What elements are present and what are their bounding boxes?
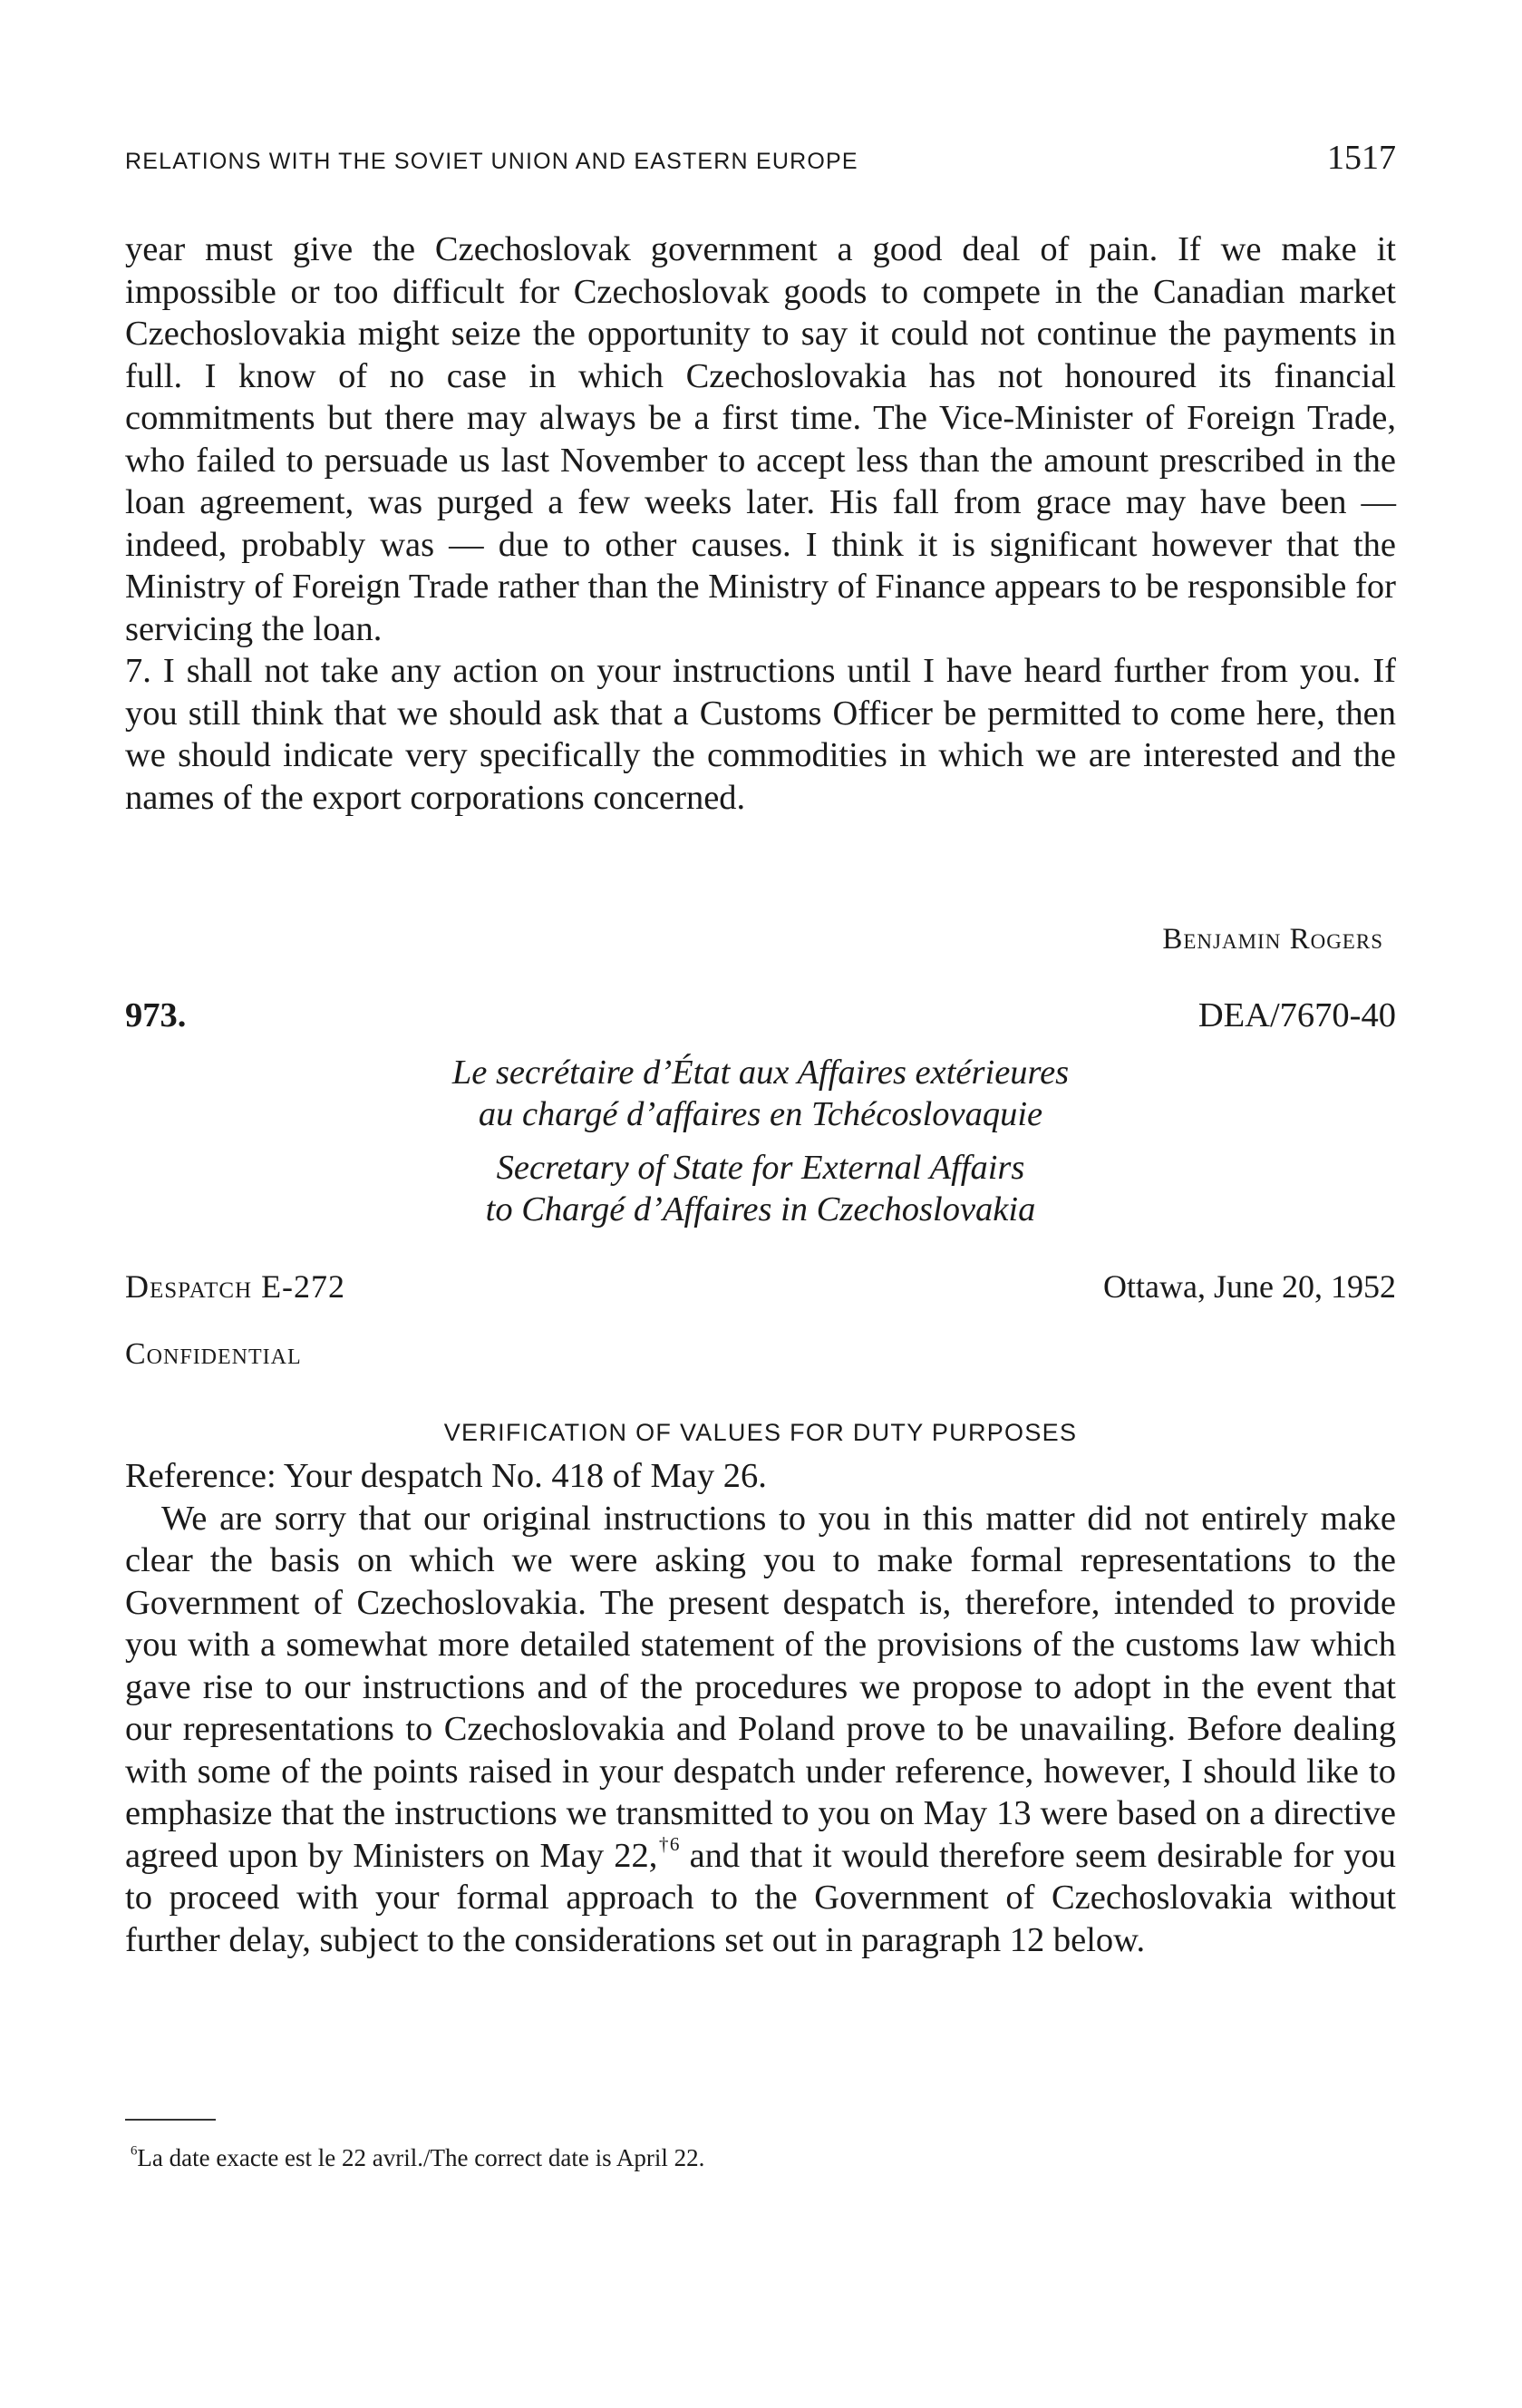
continuation-text (125, 228, 1396, 819)
heading-fr-line1: Le secrétaire d’État aux Affaires extérieures (451, 1054, 1070, 1092)
file-reference: DEA/7670-40 (1197, 996, 1396, 1034)
classification: Confidential (125, 1337, 302, 1371)
heading-english (125, 1147, 1396, 1230)
heading-fr-line2: au chargé d’affaires en Tchécoslovaquie (478, 1095, 1043, 1133)
despatch-number: Despatch E-272 (125, 1268, 346, 1305)
body-text-before-note: We are sorry that our original instructions to you in this matter did not entirely make clear the basis on which we were asking you to make formal representations to the Government of Czechoslovakia. The present despatch is, therefore, intended to provide you with a somewhat more detailed statement of the provisions of the customs law which gave rise to our instructions and of the procedures we propose to adopt in the event that our representations to Czechoslovakia and Poland prove to be unavailing. Before dealing with some of the points raised in your despatch under reference, however, I should like to emphasize that the instructions we transmitted to you on May 13 were based on a directive agreed upon by Ministers on May 22, (125, 1499, 1396, 1875)
footnote-text: La date exacte est le 22 avril./The correct date is April 22. (137, 2144, 705, 2171)
despatch-row (125, 1267, 1396, 1306)
despatch-body (125, 1455, 1396, 1961)
heading-french (125, 1052, 1396, 1135)
paragraph-7-text: 7. I shall not take any action on your instructions until I have heard further from you. If you still think that we should ask that a Customs Officer be permitted to come here, then we should indicate very specifically the commodities in which we are interested and the names of the export corporations concerned. (125, 652, 1396, 817)
footnote (131, 2144, 704, 2172)
heading-en-line1: Secretary of State for External Affairs (496, 1149, 1025, 1187)
document-number: 973. (125, 996, 187, 1034)
footnote-marker: 6 (131, 2143, 138, 2159)
running-header (125, 138, 1396, 178)
running-title: RELATIONS WITH THE SOVIET UNION AND EASTERN EUROPE (125, 149, 858, 174)
paragraph-7 (125, 650, 1396, 819)
place-date: Ottawa, June 20, 1952 (1103, 1268, 1396, 1305)
signature: Benjamin Rogers (1162, 923, 1383, 956)
subject-heading: VERIFICATION OF VALUES FOR DUTY PURPOSES (443, 1419, 1078, 1446)
page-number: 1517 (1327, 139, 1396, 177)
document-number-row (125, 995, 1396, 1035)
note-marker: †6 (657, 1832, 680, 1855)
heading-en-line2: to Chargé d’Affaires in Czechoslovakia (485, 1190, 1036, 1228)
reference-line: Reference: Your despatch No. 418 of May 26. (125, 1457, 767, 1495)
paragraph-continued: year must give the Czechoslovak government a good deal of pain. If we make it impossible or too difficult for Czechoslovak goods to compete in the Canadian market Czechoslovakia might seize the opportunity to say it could not continue the payments in full. I know of no case in which Czechoslovakia has not honoured its financial commitments but there may always be a first time. The Vice-Minister of Foreign Trade, who failed to persuade us last November to accept less than the amount prescribed in the loan agreement, was purged a few weeks later. His fall from grace may have been — indeed, probably was — due to other causes. I think it is significant however that the Ministry of Foreign Trade rather than the Ministry of Finance appears to be responsible for servicing the loan. (125, 230, 1396, 648)
footnote-rule (125, 2119, 216, 2121)
body-paragraph (125, 1498, 1396, 1962)
body-text-after-note: and that it would therefore seem desirable for you to proceed with your formal approach to the Government of Czechoslovakia without further delay, subject to the considerations set out in paragraph 12 below. (125, 1836, 1397, 1959)
